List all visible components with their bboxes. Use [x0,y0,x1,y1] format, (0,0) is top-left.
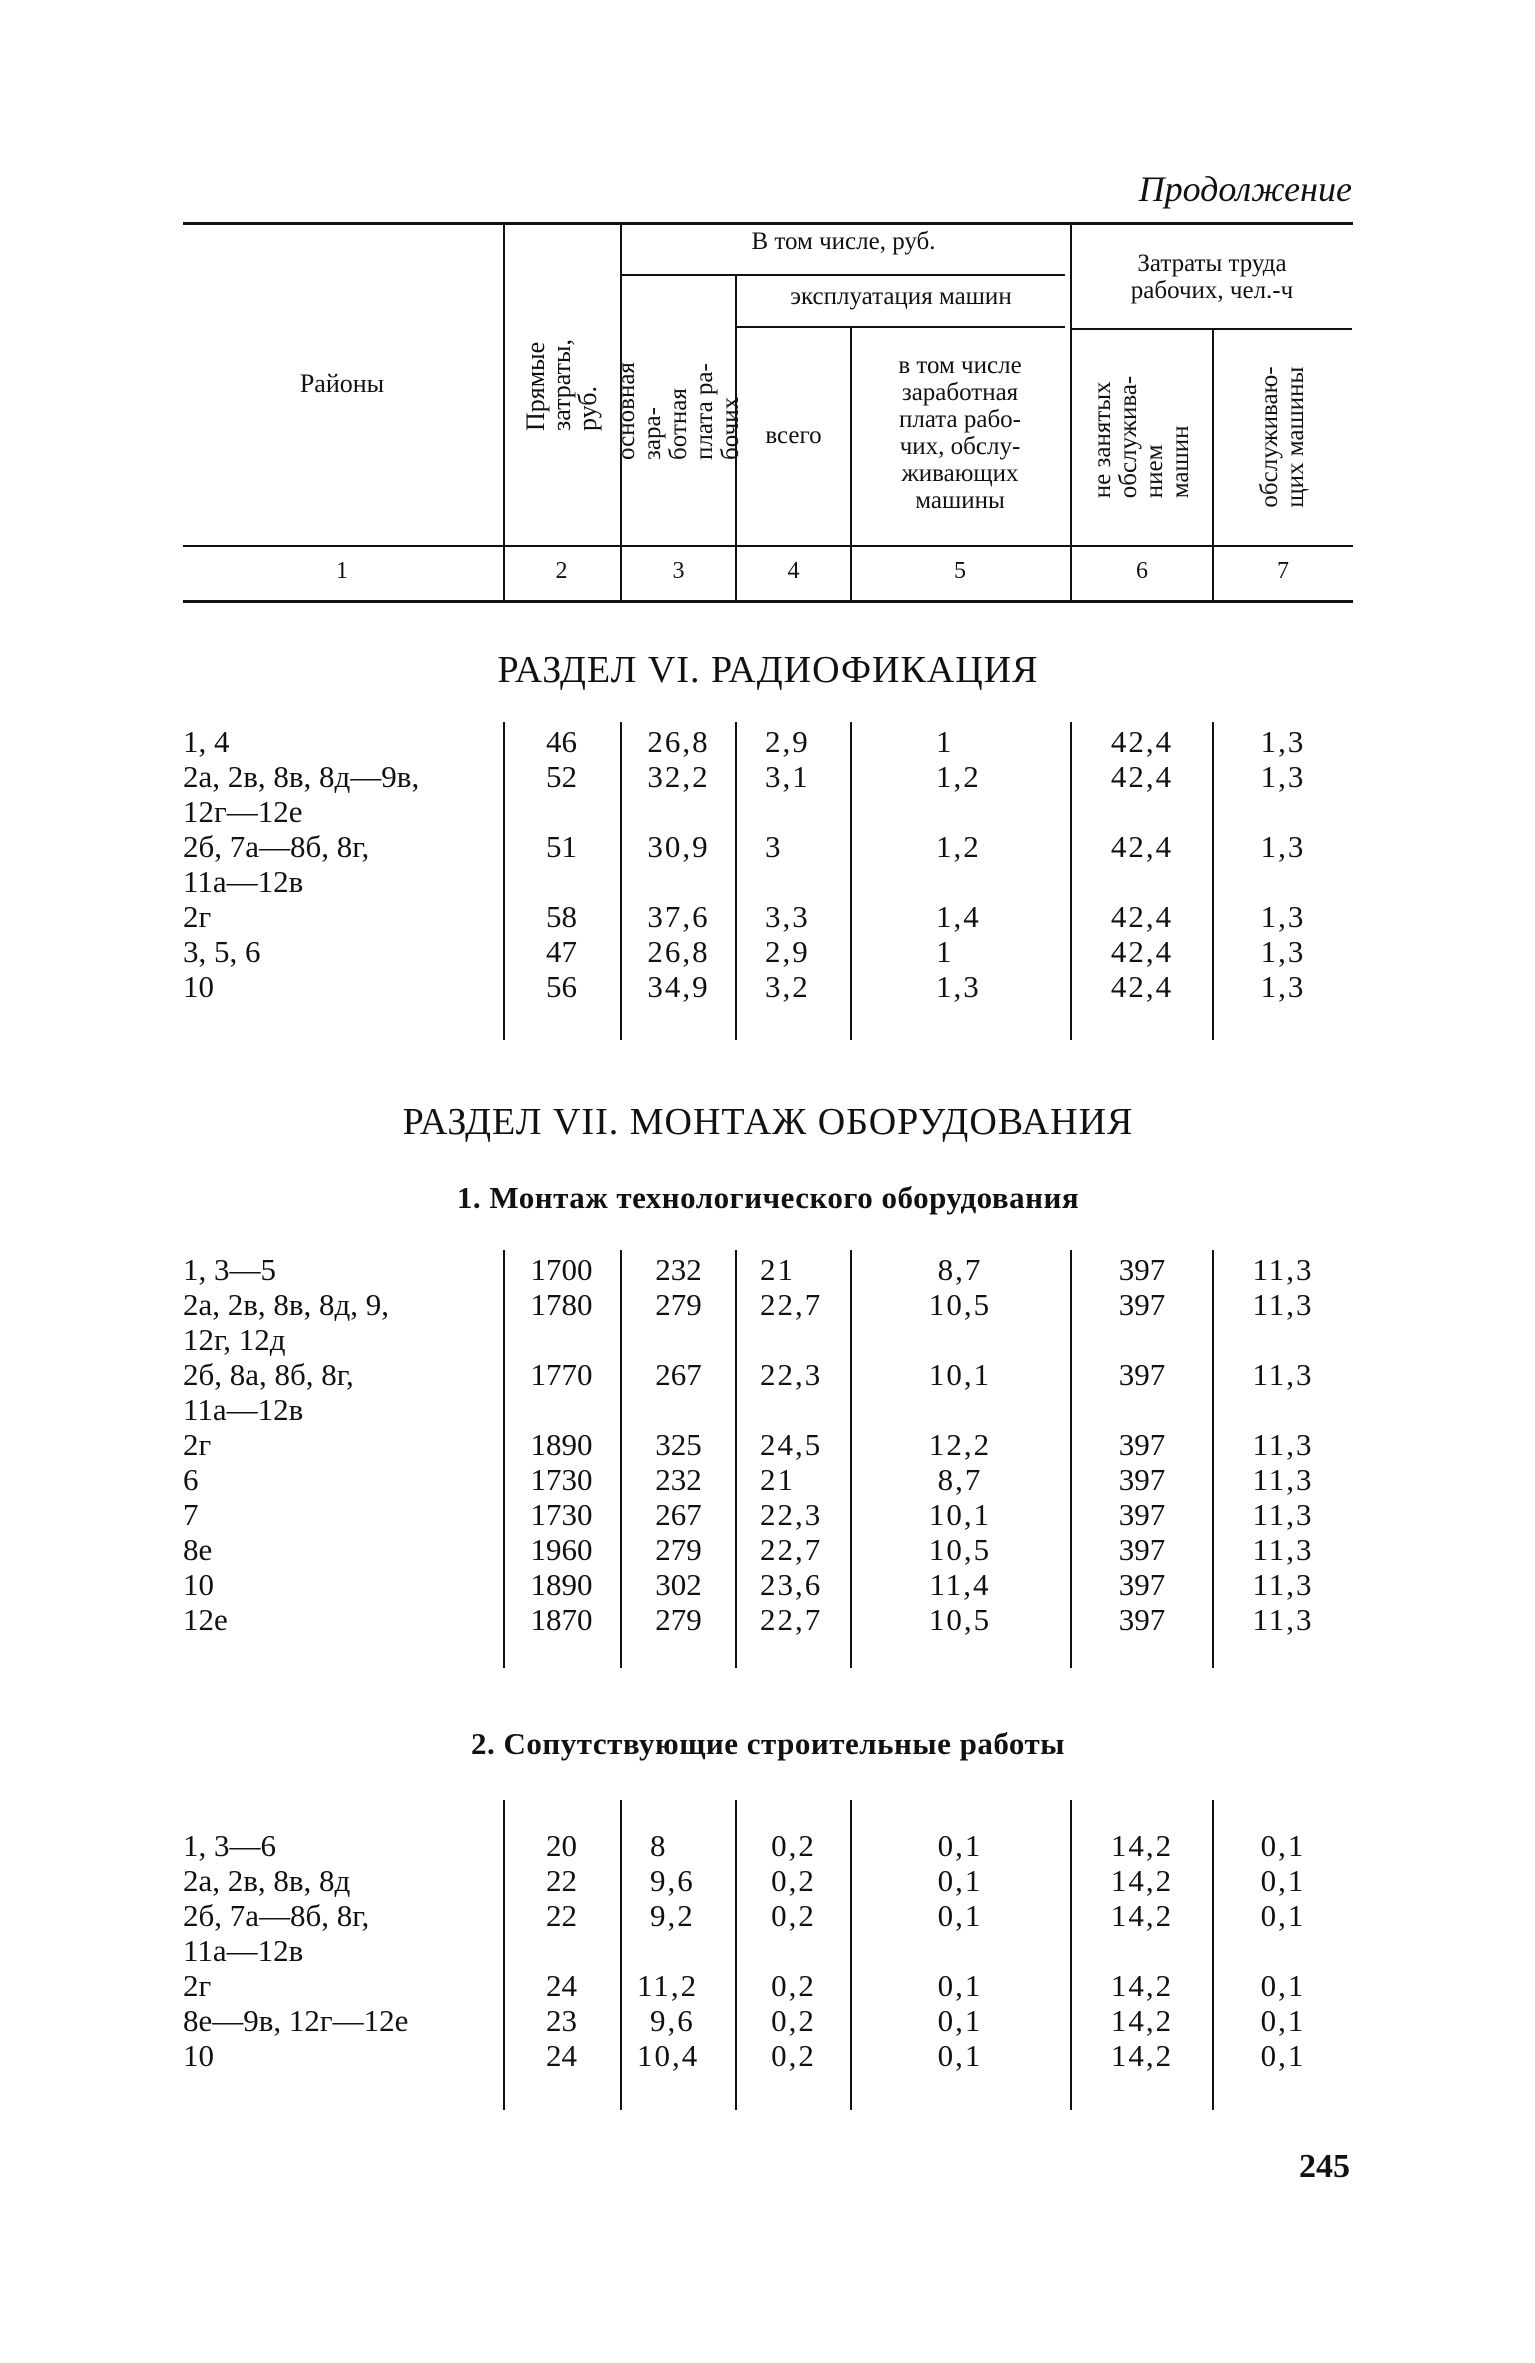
header-base-salary: основная зара- ботная плата ра- бочих [612,362,744,460]
column-numbers-rule [183,600,1353,603]
continuation-label: Продолжение [1138,169,1352,209]
page-number: 245 [1299,2148,1350,2185]
table-row-region: 3, 5, 6 [183,934,261,969]
table-row-region: 1, 3—6 [183,1828,276,1863]
header-including-rule [622,274,1065,276]
header-regions: Районы [299,369,385,398]
header-top-rule [183,222,1353,225]
table-row-region: 2г [183,899,212,934]
section-title: РАЗДЕЛ VI. РАДИОФИКАЦИЯ [497,649,1039,691]
table-row-region: 2б, 8а, 8б, 8г, 11а—12в [183,1357,354,1427]
column-number: 2 [555,558,568,584]
header-bottom-rule [183,545,1353,547]
table-row-region: 1, 4 [183,724,230,759]
header-not-engaged: не занятых обслужива- нием машин [1089,375,1194,499]
column-number: 7 [1277,558,1289,584]
table-row-region: 10 [183,1567,214,1602]
table-row-region: 6 [183,1462,199,1497]
table-row-region: 8е [183,1532,213,1567]
subsection-title: 2. Сопутствующие строительные работы [471,1726,1065,1761]
table-row-region: 12е [183,1602,228,1637]
table-row-region: 2б, 7а—8б, 8г, 11а—12в [183,1898,370,1968]
header-machine-operation: эксплуатация машин [790,283,1012,310]
column-number: 1 [336,558,348,584]
subsection-title: 1. Монтаж технологического оборудования [456,1180,1080,1215]
column-number: 6 [1136,558,1148,584]
document-page: Продолжение Районы Прямые затраты, руб. В том числе, руб. основная зара- ботная плата ра- бочих эксплуатация машин всего в том числе заработная плата рабо- чих, обслу- живающих машины Затраты труда рабочих, чел.-ч не занятых обслужива- нием машин обслуживаю- щих машины 1 2 3 4 5 6 7 РАЗДЕЛ VI. РАДИОФИКАЦИЯ 1, 4 46 26,8 2,9 1 42,4 1,3 2а, 2в, 8в, 8д—9в, 12г—12е 52 32,2 3,1 1,2 42,4 1,3 2б, 7а—8б, 8г, 11а—12в 51 30,9 3 1,2 42,4 1,3 2г 58 37,6 3,3 1,4 42,4 1,3 3, 5, 6 47 26,8 2,9 1 42,4 1,3 10 56 34,9 3,2 1,3 42,4 1,3 РАЗДЕЛ VII. МОНТАЖ ОБОРУДОВАНИЯ 1. Монтаж технологического оборудования 1, 3—5 1700 232 21 8,7 397 11,3 2а, 2в, 8в, 8д, 9, 12г, 12д 1780 279 22,7 10,5 397 11,3 2б, 8а, 8б, 8г, 11а—12в 1770 267 22,3 10,1 397 11,3 2г 1890 325 24,5 12,2 397 11,3 6 1730 232 21 8,7 397 11,3 7 1730 267 22,3 10,1 397 11,3 8е 1960 279 22,7 10,5 397 11,3 10 1890 302 23,6 11,4 397 11,3 12е 1870 279 22,7 10,5 397 11,3 2. Сопутствующие строительные работы 1, 3—6 20 8 0,2 0,1 14,2 0,1 2а, 2в, 8в, 8д 22 9,6 0,2 0,1 14,2 0,1 2б, 7а—8б, 8г, 11а—12в 22 9,2 0,2 0,1 14,2 0,1 2г 24 11,2 0,2 0,1 14,2 0,1 8е—9в, 12г—12е 23 9,6 0,2 0,1 14,2 0,1 10 24 10,4 0,2 0,1 14,2 0,1 245 [183,169,1352,2185]
table-row-region: 2г [183,1427,212,1462]
table-row-region: 2г [183,1968,212,2003]
table-row-region: 1, 3—5 [183,1252,276,1287]
table-row-region: 10 [183,2038,214,2073]
section-title: РАЗДЕЛ VII. МОНТАЖ ОБОРУДОВАНИЯ [402,1101,1134,1143]
table-row-region: 2а, 2в, 8в, 8д [183,1863,351,1898]
header-serving: обслуживаю- щих машины [1256,366,1309,508]
header-including: В том числе, руб. [751,228,936,255]
table-row-region: 2а, 2в, 8в, 8д, 9, 12г, 12д [183,1287,390,1357]
table-row-region: 10 [183,969,214,1004]
column-number: 4 [787,558,800,584]
header-machine-salary: в том числе заработная плата рабо- чих, обслу- живающих машины [898,352,1022,514]
header-total: всего [765,422,822,449]
header-direct-costs: Прямые затраты, руб. [520,338,602,432]
header-labor: Затраты труда рабочих, чел.-ч [1130,250,1294,304]
table-row-region: 2б, 7а—8б, 8г, 11а—12в [183,829,370,899]
column-number: 5 [954,558,966,584]
column-number: 3 [672,558,685,584]
header-machines-rule [737,326,1065,328]
table-row-region: 7 [183,1497,199,1532]
table-row-region: 8е—9в, 12г—12е [183,2003,409,2038]
table-row-region: 2а, 2в, 8в, 8д—9в, 12г—12е [183,759,420,829]
